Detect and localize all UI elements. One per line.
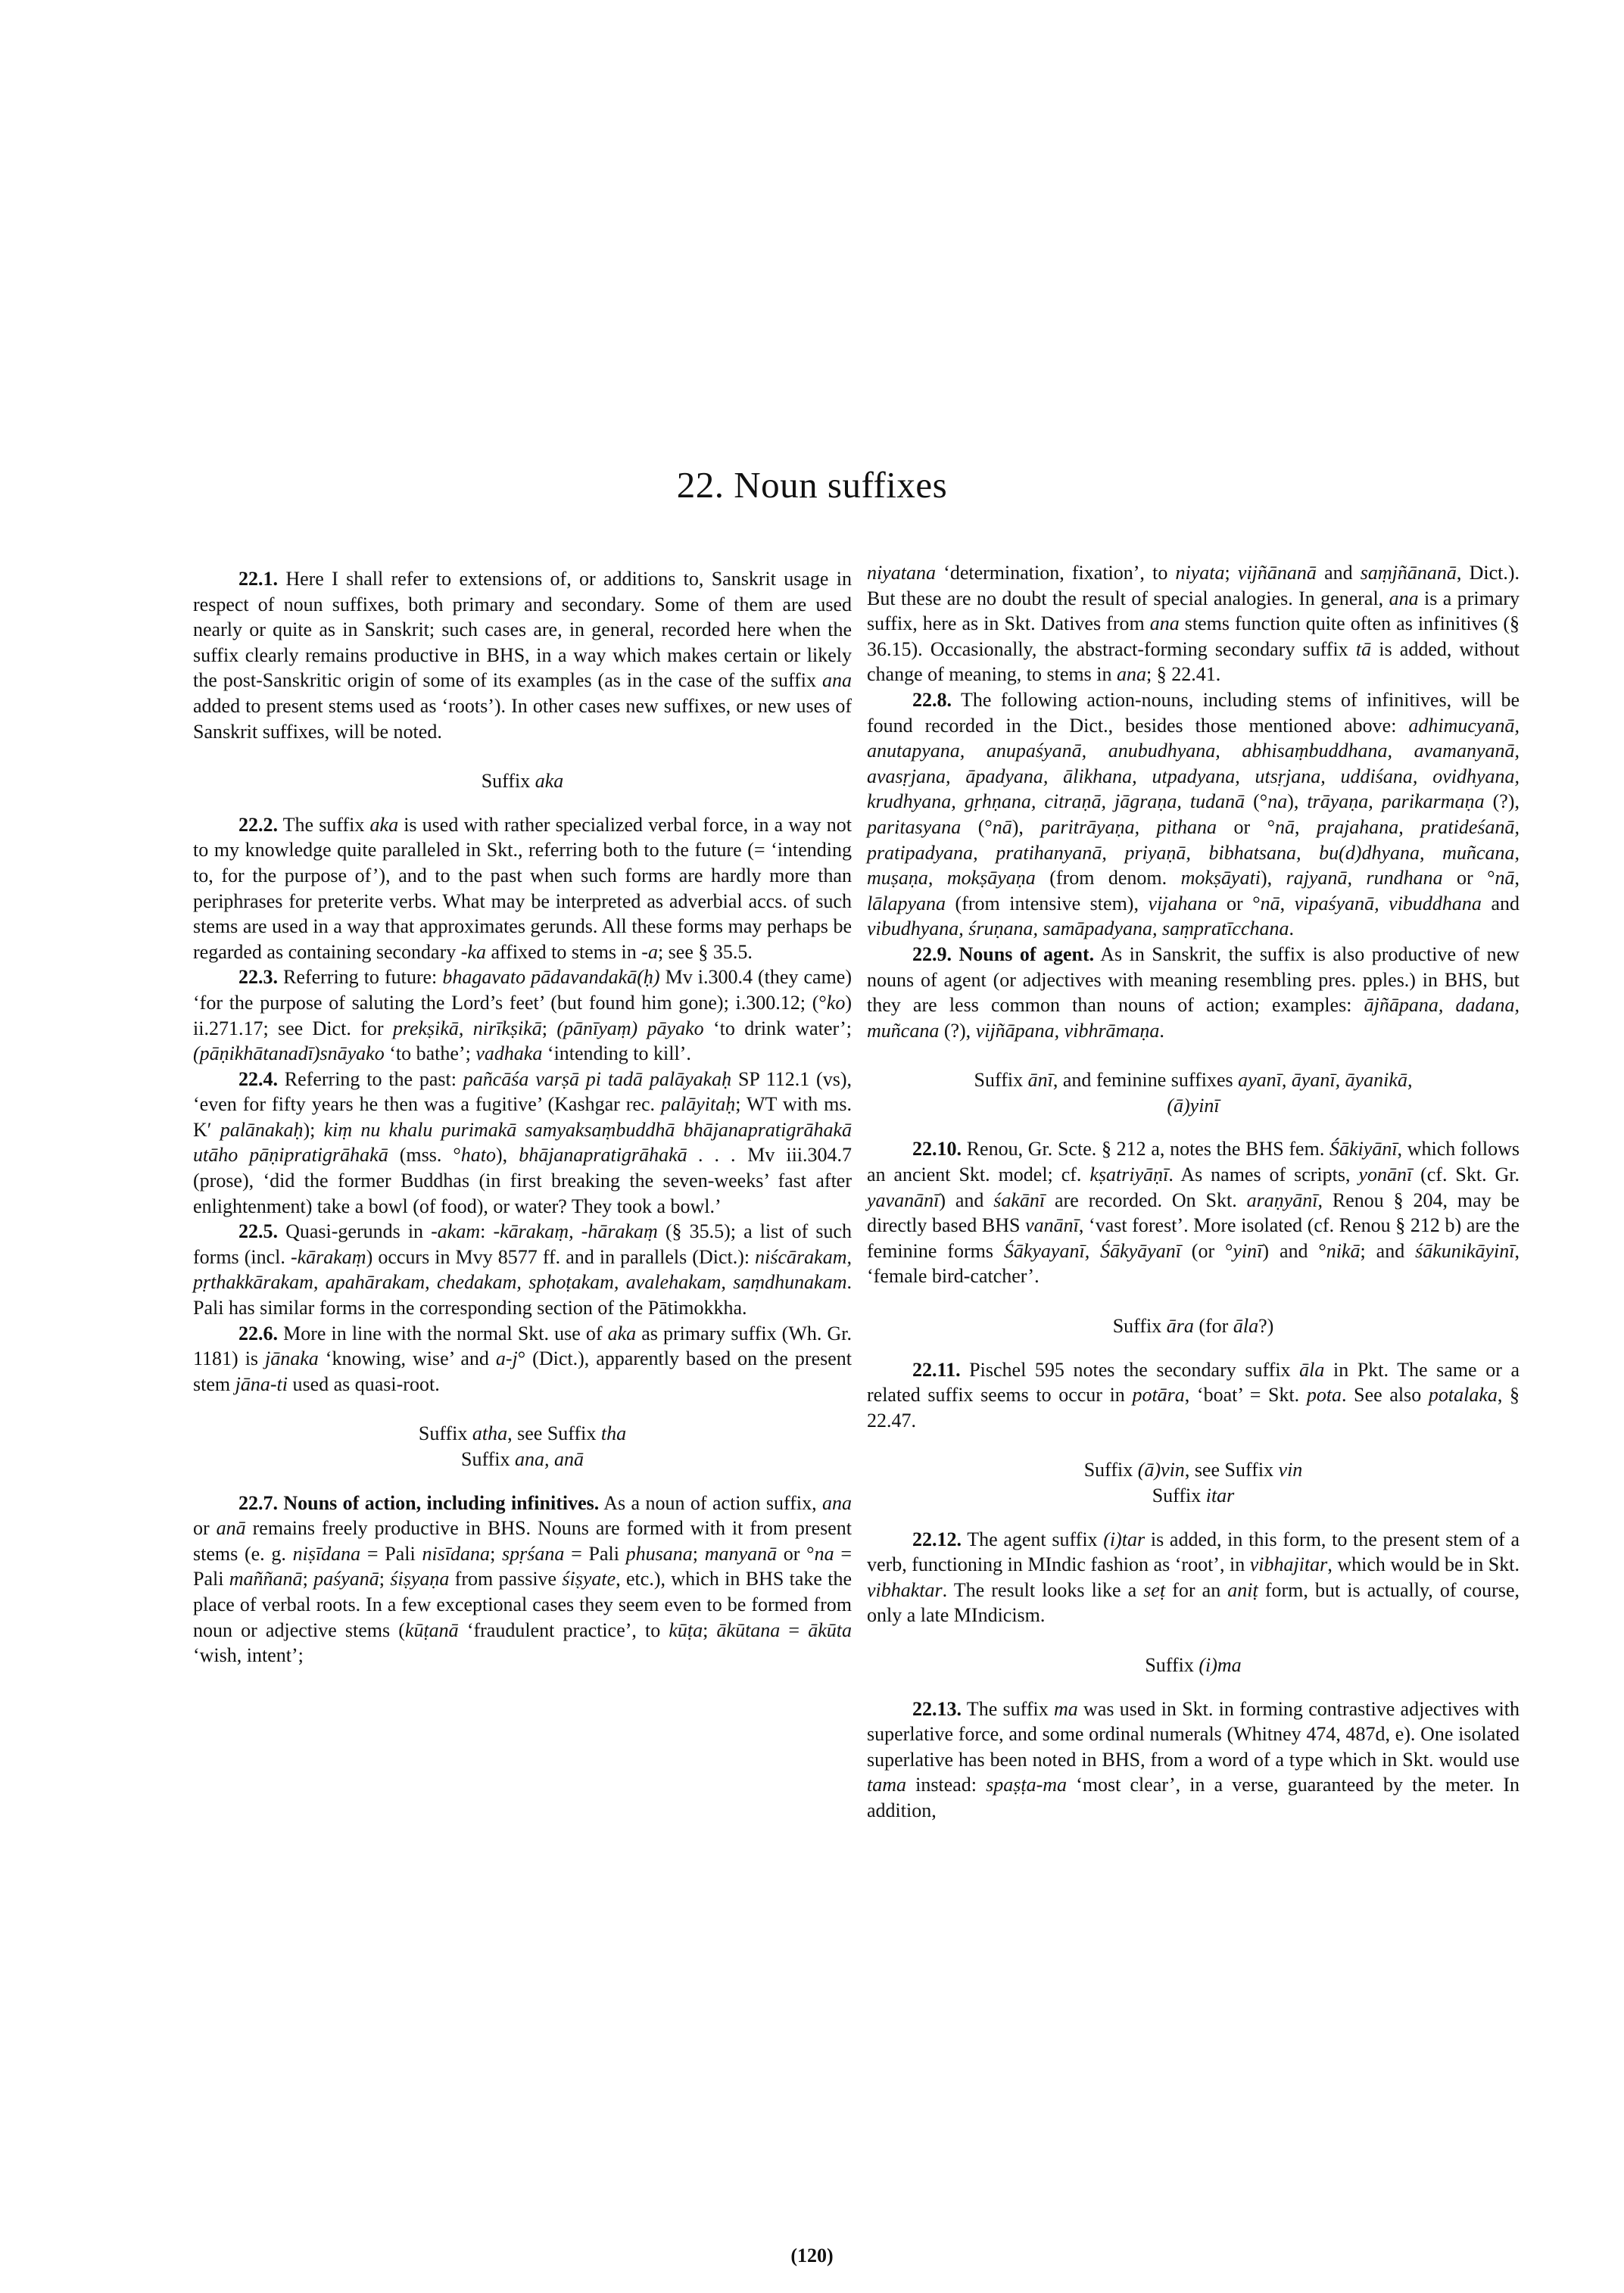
paragraph: 22.7. Nouns of action, including infinitives. As a noun of action suffix, ana or anā remains freely productive in BHS. Nouns are formed with it from present stems (e. g. niṣīdana = Pali nisīdana; spṛśana = Pali phusana; manyanā or °na = Pali maññanā; paśyanā; śiṣyaṇa from passive śiṣyate, etc.), which in BHS take the place of verbal roots. In a few exceptional cases they seem even to be formed from noun or adjective stems (kūṭanā ‘fraudulent practice’, to kūṭa; ākūtana = ākūta ‘wish, intent’; [193, 1491, 853, 1667]
paragraph: 22.10. Renou, Gr. Scte. § 212 a, notes the BHS fem. Śākiyānī, which follows an ancient Skt. model; cf. kṣatriyāṇī. As names of scripts, yonānī (cf. Skt. Gr. yavanānī) and śakānī are recorded. On Skt. araṇyānī, Renou § 204, may be directly based BHS vanānī, ‘vast forest’. More isolated (cf. Renou § 212 b) are the feminine forms Śākyayanī, Śākyāyanī (or °yinī) and °nikā; and śākunikāyinī, ‘female bird-catcher’. [867, 1138, 1520, 1288]
paragraph: 22.12. The agent suffix (i)tar is added, in this form, to the present stem of a verb, functioning in MIndic fashion as ‘root’, in vibhajitar, which would be in Skt. vibhaktar. The result looks like a seṭ for an aniṭ form, but is actually, of course, only a late MIndicism. [867, 1528, 1520, 1627]
paragraph: 22.11. Pischel 595 notes the secondary suffix āla in Pkt. The same or a related suffix seems to occur in potāra, ‘boat’ = Skt. pota. See also potalaka, § 22.47. [867, 1358, 1520, 1432]
section-heading: Suffix (ā)vin, see Suffix vin [1083, 1459, 1303, 1481]
paragraph: 22.4. Referring to the past: pañcāśa varṣā pi tadā palāyakaḥ SP 112.1 (vs), ‘even for fifty years he then was a fugitive’ (Kashgar rec. palāyitaḥ; WT with ms. K′ palānakaḥ); kiṃ nu khalu purimakā samyaksaṃbuddhā bhājanapratigrāhakā utāho pāṇipratigrāhakā (mss. °hato), bhājanapratigrāhakā . . . Mv iii.304.7 (prose), ‘did the former Buddhas (in first breaking the seven-weeks’ fast after enlightenment) take a bowl (of food), or water? They took a bowl.’ [193, 1067, 853, 1217]
section-heading: Suffix atha, see Suffix tha [418, 1422, 627, 1445]
section-heading: Suffix ānī, and feminine suffixes ayanī, āyanī, āyanikā, (ā)yinī [974, 1069, 1413, 1117]
paragraph: 22.9. Nouns of agent. As in Sanskrit, the suffix is also productive of new nouns of agent (or adjectives with meaning resembling pres. pples.) in BHS, but they are less common than nouns of action; examples: ājñāpana, dadana, muñcana (?), vijñāpana, vibhrāmaṇa. [867, 942, 1520, 1042]
section-heading: Suffix (i)ma [1145, 1653, 1242, 1676]
right-column [867, 560, 1520, 1824]
paragraph: 22.2. The suffix aka is used with rather specialized verbal force, in a way not to my knowledge quite paralleled in Skt., referring both to the future (= ‘intending to, for the purpose of’), and to the past when such forms are hardly more than periphrases for preterite verbs. What may be interpreted as adverbial accs. of such stems are used in a way that approximates gerunds. All these forms may perhaps be regarded as containing secondary -ka affixed to stems in -a; see § 35.5. [193, 813, 852, 963]
paragraph: 22.6. More in line with the normal Skt. use of aka as primary suffix (Wh. Gr. 1181) is jānaka ‘knowing, wise’ and a-j° (Dict.), apparently based on the present stem jāna-ti used as quasi-root. [193, 1322, 852, 1395]
paragraph: 22.5. Quasi-gerunds in -akam: -kārakaṃ, -hārakaṃ (§ 35.5); a list of such forms (incl. -kārakaṃ) occurs in Mvy 8577 ff. and in parallels (Dict.): niścārakam, pṛthakkārakam, apahārakam, chedakam, sphoṭakam, avalehakam, saṃdhunakam. Pali has similar forms in the corresponding section of the Pātimokkha. [193, 1220, 853, 1319]
page-title: 22. Noun suffixes [676, 464, 948, 506]
section-heading: Suffix aka [481, 770, 564, 793]
paragraph-continued: niyatana ‘determination, fixation’, to niyata; vijñānanā and saṃjñānanā, Dict.). But these are no doubt the result of special analogies. In general, ana is a primary suffix, here as in Skt. Datives from ana stems function quite often as infinitives (§ 36.15). Occasionally, the abstract-forming secondary suffix tā is added, without change of meaning, to stems in ana; § 22.41. [867, 562, 1520, 686]
section-heading: Suffix ana, anā [460, 1448, 584, 1470]
paragraph: 22.13. The suffix ma was used in Skt. in forming contrastive adjectives with superlative force, and some ordinal numerals (Whitney 474, 487d, e). One isolated superlative has been noted in BHS, from a word of a type which in Skt. would use tama instead: spaṣṭa-ma ‘most clear’, in a verse, guaranteed by the meter. In addition, [867, 1697, 1520, 1821]
section-heading: Suffix āra (for āla?) [1112, 1315, 1274, 1338]
section-heading: Suffix itar [1152, 1485, 1235, 1506]
paragraph: 22.8. The following action-nouns, including stems of infinitives, will be found recorded in the Dict., besides those mentioned above: adhimucyanā, anutapyana, anupaśyanā, anubudhyana, abhisaṃbuddhana, avamanyanā, avasṛjana, āpadyana, ālikhana, utpadyana, utsṛjana, uddiśana, ovidhyana, krudhyana, gṛhṇana, citraṇā, jāgraṇa, tudanā (°na), trāyaṇa, parikarmaṇa (?), paritasyana (°nā), paritrāyaṇa, pithana or °nā, prajahana, pratideśanā, pratipadyana, pratihanyanā, priyaṇā, bibhatsana, bu(d)dhyana, muñcana, muṣaṇa, mokṣāyaṇa (from denom. mokṣāyati), rajyanā, rundhana or °nā, lālapyana (from intensive stem), vijahana or °nā, vipaśyanā, vibuddhana and vibudhyana, śruṇana, samāpadyana, saṃpratīcchana. [867, 688, 1520, 940]
paragraph: 22.3. Referring to future: bhagavato pādavandakā(ḥ) Mv i.300.4 (they came) ‘for the purpose of saluting the Lord’s feet’ (but found him gone); i.300.12; (°ko) ii.271.17; see Dict. for prekṣikā, nirīkṣikā; (pānīyaṃ) pāyako ‘to drink water’; (pāṇikhātanadī)snāyako ‘to bathe’; vadhaka ‘intending to kill’. [193, 966, 852, 1065]
paragraph: 22.1. Here I shall refer to extensions of, or additions to, Sanskrit usage in respect of noun suffixes, both primary and secondary. Some of them are used nearly or quite as in Sanskrit; such cases are, in general, recorded here when the suffix clearly remains productive in BHS, in a way which makes certain or likely the post-Sanskritic origin of some of its examples (as in the case of the suffix ana added to present stems used as ‘roots’). In other cases new suffixes, or new uses of Sanskrit suffixes, will be noted. [193, 568, 852, 743]
left-column [193, 566, 852, 1668]
page-number: (120) [790, 2245, 834, 2267]
